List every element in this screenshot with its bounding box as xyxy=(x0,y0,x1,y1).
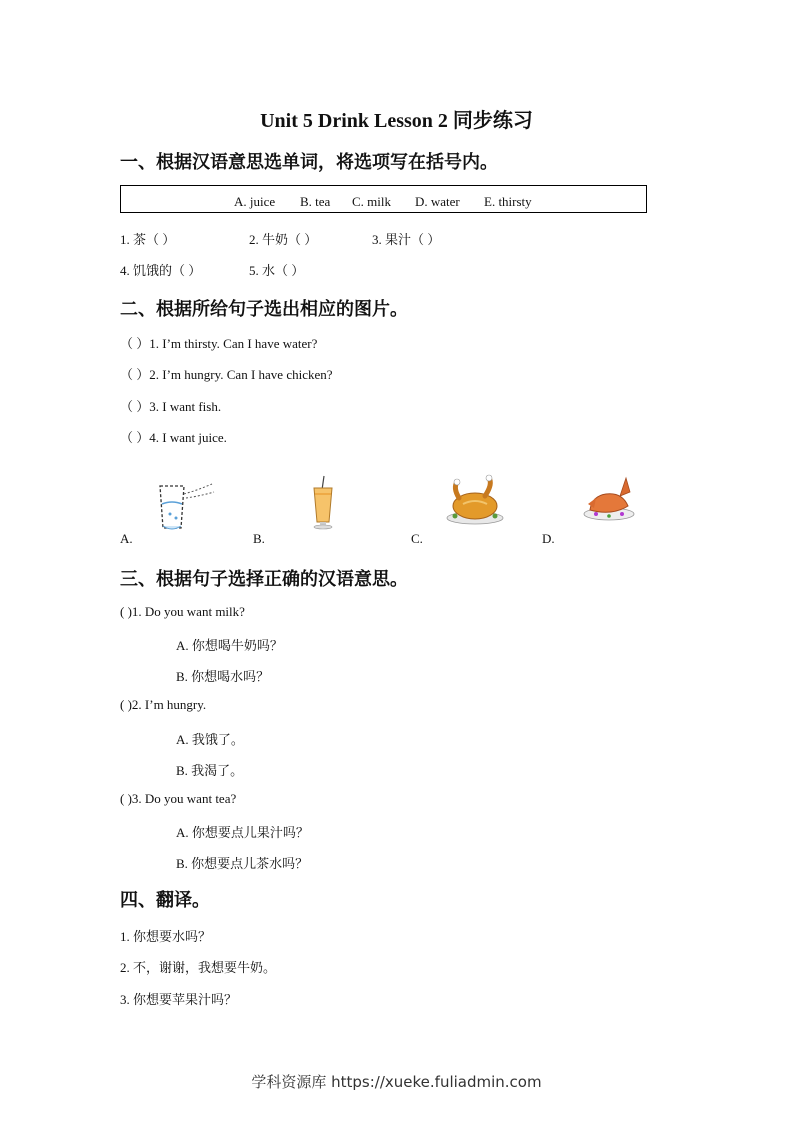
option-d: D. water xyxy=(415,194,460,209)
s3-question-3: ( )3. Do you want tea? xyxy=(120,791,237,806)
word-options-box xyxy=(120,185,647,213)
option-b: B. tea xyxy=(300,194,331,209)
section-1-heading: 一、根据汉语意思选单词，将选项写在括号内。 xyxy=(120,152,498,172)
water-glass-icon xyxy=(150,474,220,538)
footer-watermark: 学科资源库 https://xueke.fuliadmin.com xyxy=(251,1073,542,1091)
roast-chicken-icon xyxy=(445,474,507,526)
s1-item-1: 1. 茶（ ） xyxy=(120,232,176,247)
section-4-heading: 四、翻译。 xyxy=(120,890,210,910)
s4-item-2: 2. 不，谢谢，我想要牛奶。 xyxy=(120,960,277,975)
s2-item-4: （ ）4. I want juice. xyxy=(120,430,227,445)
picture-label-d: D. xyxy=(542,531,555,546)
section-2-heading: 二、根据所给句子选出相应的图片。 xyxy=(120,299,408,319)
option-a: A. juice xyxy=(234,194,276,209)
s1-item-5: 5. 水（ ） xyxy=(249,263,305,278)
fish-dish-icon xyxy=(582,474,638,524)
juice-glass-icon xyxy=(306,474,340,530)
s3-q1-option-b: B. 你想喝水吗？ xyxy=(176,669,270,684)
s4-item-1: 1. 你想要水吗？ xyxy=(120,929,212,944)
s3-q1-option-a: A. 你想喝牛奶吗？ xyxy=(176,638,283,653)
option-e: E. thirsty xyxy=(484,194,532,209)
s2-item-3: （ ）3. I want fish. xyxy=(120,399,222,414)
s2-item-2: （ ）2. I’m hungry. Can I have chicken? xyxy=(120,367,333,382)
picture-label-c: C. xyxy=(411,531,423,546)
option-c: C. milk xyxy=(352,194,392,209)
picture-label-b: B. xyxy=(253,531,265,546)
s3-q2-option-b: B. 我渴了。 xyxy=(176,763,244,778)
s3-q2-option-a: A. 我饿了。 xyxy=(176,732,244,747)
s1-item-3: 3. 果汁（ ） xyxy=(372,232,441,247)
page-title: Unit 5 Drink Lesson 2 同步练习 xyxy=(260,110,533,132)
s3-q3-option-a: A. 你想要点儿果汁吗？ xyxy=(176,825,309,840)
s3-question-1: ( )1. Do you want milk? xyxy=(120,604,245,619)
s3-q3-option-b: B. 你想要点儿茶水吗？ xyxy=(176,856,309,871)
section-3-heading: 三、根据句子选择正确的汉语意思。 xyxy=(120,569,408,589)
s4-item-3: 3. 你想要苹果汁吗？ xyxy=(120,992,238,1007)
s2-item-1: （ ）1. I’m thirsty. Can I have water? xyxy=(120,336,318,351)
s3-question-2: ( )2. I’m hungry. xyxy=(120,697,207,712)
s1-item-2: 2. 牛奶（ ） xyxy=(249,232,318,247)
s1-item-4: 4. 饥饿的（ ） xyxy=(120,263,202,278)
picture-label-a: A. xyxy=(120,531,133,546)
